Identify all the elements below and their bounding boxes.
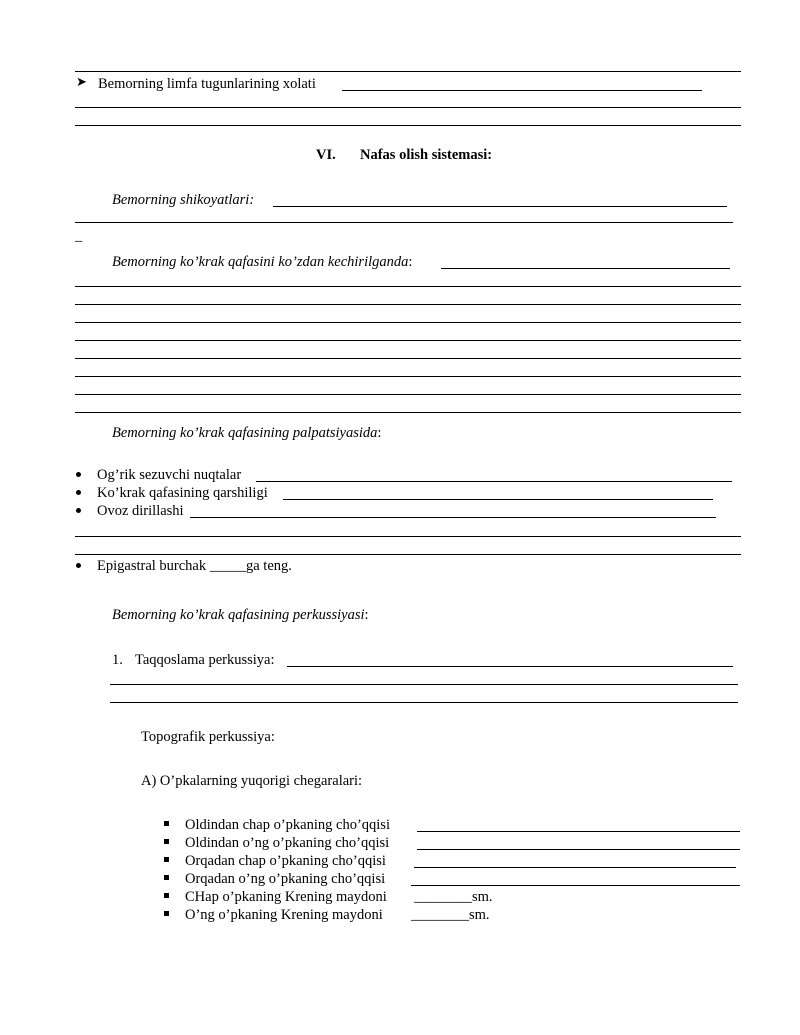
square-bullet-icon: [164, 839, 169, 844]
answer-line: [75, 358, 741, 359]
epigastric-angle-label: Epigastral burchak _____ga teng.: [97, 558, 292, 574]
answer-line: [75, 376, 741, 377]
comparative-number: 1.: [112, 652, 123, 668]
chest-resistance-label: Ko’krak qafasining qarshiligi: [97, 485, 268, 501]
answer-line: [75, 71, 741, 72]
bullet-icon: [76, 563, 81, 568]
bullet-icon: [76, 508, 81, 513]
inspection-colon: :: [408, 254, 413, 270]
answer-line: [75, 286, 741, 287]
inspection-answer-line[interactable]: [441, 268, 730, 269]
comparative-percussion-label: Taqqoslama perkussiya:: [135, 652, 275, 668]
krenig-right-label: O’ng o’pkaning Krening maydoni: [185, 907, 383, 923]
upper-border-item: Oldindan o’ng o’pkaning cho’qqisi: [185, 835, 390, 851]
krenig-left-answer[interactable]: ________sm.: [414, 889, 493, 905]
inspection-label-text: Bemorning ko’krak qafasini ko’zdan kechirilganda: [112, 254, 409, 270]
inspection-label: [112, 253, 412, 271]
square-bullet-icon: [164, 893, 169, 898]
percussion-label-text: Bemorning ko’krak qafasining perkussiyasi: [112, 607, 365, 623]
upper-border-answer-line[interactable]: [417, 831, 740, 832]
vocal-fremitus-label: Ovoz dirillashi: [97, 503, 184, 519]
palpation-label-text: Bemorning ko’krak qafasining palpatsiyasida: [112, 425, 378, 441]
answer-line: [75, 394, 741, 395]
upper-border-item: Oldindan chap o’pkaning cho’qqisi: [185, 817, 390, 833]
section-number: VI.: [316, 147, 336, 163]
square-bullet-icon: [164, 821, 169, 826]
answer-line: [75, 304, 741, 305]
arrow-bullet-icon: ➤: [76, 74, 87, 89]
tender-points-label: Og’rik sezuvchi nuqtalar: [97, 467, 242, 483]
answer-line: [75, 125, 741, 126]
vocal-fremitus-answer-line[interactable]: [190, 517, 716, 518]
answer-line: [110, 702, 738, 703]
upper-border-answer-line[interactable]: [411, 885, 740, 886]
palpation-colon: :: [377, 425, 382, 441]
krenig-left-label: CHap o’pkaning Krening maydoni: [185, 889, 387, 905]
upper-border-answer-line[interactable]: [414, 867, 736, 868]
comparative-percussion-answer-line[interactable]: [287, 666, 733, 667]
answer-line: [75, 222, 733, 223]
lymph-nodes-label: Bemorning limfa tugunlarining xolati: [98, 76, 316, 92]
lymph-nodes-answer-line[interactable]: [342, 90, 702, 91]
square-bullet-icon: [164, 857, 169, 862]
percussion-label: [112, 606, 369, 624]
bullet-icon: [76, 472, 81, 477]
upper-border-item: Orqadan o’ng o’pkaning cho’qqisi: [185, 871, 386, 887]
upper-border-item: Orqadan chap o’pkaning cho’qqisi: [185, 853, 386, 869]
section-title: Nafas olish sistemasi:: [360, 147, 493, 163]
complaints-answer-line[interactable]: [273, 206, 727, 207]
answer-line: [75, 554, 741, 555]
answer-line: [75, 107, 741, 108]
answer-line: [75, 536, 741, 537]
square-bullet-icon: [164, 911, 169, 916]
answer-line: [110, 684, 738, 685]
palpation-label: [112, 424, 381, 442]
bullet-icon: [76, 490, 81, 495]
tender-points-answer-line[interactable]: [256, 481, 732, 482]
percussion-colon: :: [364, 607, 369, 623]
square-bullet-icon: [164, 875, 169, 880]
krenig-right-answer[interactable]: ________sm.: [411, 907, 490, 923]
answer-line: [75, 412, 741, 413]
stray-underscore: _: [75, 228, 83, 244]
chest-resistance-answer-line[interactable]: [283, 499, 713, 500]
answer-line: [75, 340, 741, 341]
complaints-label: Bemorning shikoyatlari:: [112, 192, 255, 208]
upper-borders-label: A) O’pkalarning yuqorigi chegaralari:: [141, 773, 363, 789]
answer-line: [75, 322, 741, 323]
upper-border-answer-line[interactable]: [417, 849, 740, 850]
topographic-percussion-label: Topografik perkussiya:: [141, 729, 275, 745]
